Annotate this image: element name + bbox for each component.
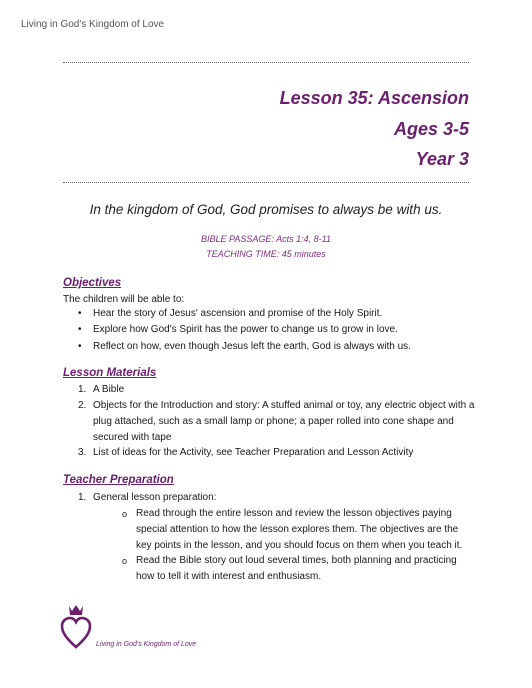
lesson-ages: Ages 3-5 <box>393 119 469 139</box>
bottom-dotted-divider <box>63 182 469 183</box>
top-dotted-divider <box>63 62 469 63</box>
footer-text: Living in God's Kingdom of Love <box>96 641 197 648</box>
crown-heart-logo-icon <box>59 602 93 650</box>
bullet-icon: • <box>78 308 82 319</box>
circle-bullet-icon: o <box>122 509 128 519</box>
lesson-year: Year 3 <box>415 149 469 169</box>
circle-bullet-icon: o <box>122 556 128 566</box>
lesson-theme: In the kingdom of God, God promises to always be with us. <box>89 202 443 217</box>
bullet-icon: • <box>78 324 82 335</box>
bullet-icon: • <box>78 341 82 352</box>
objectives-intro: The children will be able to: <box>63 294 185 305</box>
preparation-heading: Teacher Preparation <box>63 474 174 486</box>
materials-heading: Lesson Materials <box>63 367 157 379</box>
teaching-time: TEACHING TIME: 45 minutes <box>206 249 326 259</box>
lesson-title: Lesson 35: Ascension <box>279 88 469 108</box>
running-header: Living in God's Kingdom of Love <box>21 19 165 30</box>
bible-passage: BIBLE PASSAGE: Acts 1:4, 8-11 <box>201 234 331 244</box>
objectives-heading: Objectives <box>63 277 122 289</box>
